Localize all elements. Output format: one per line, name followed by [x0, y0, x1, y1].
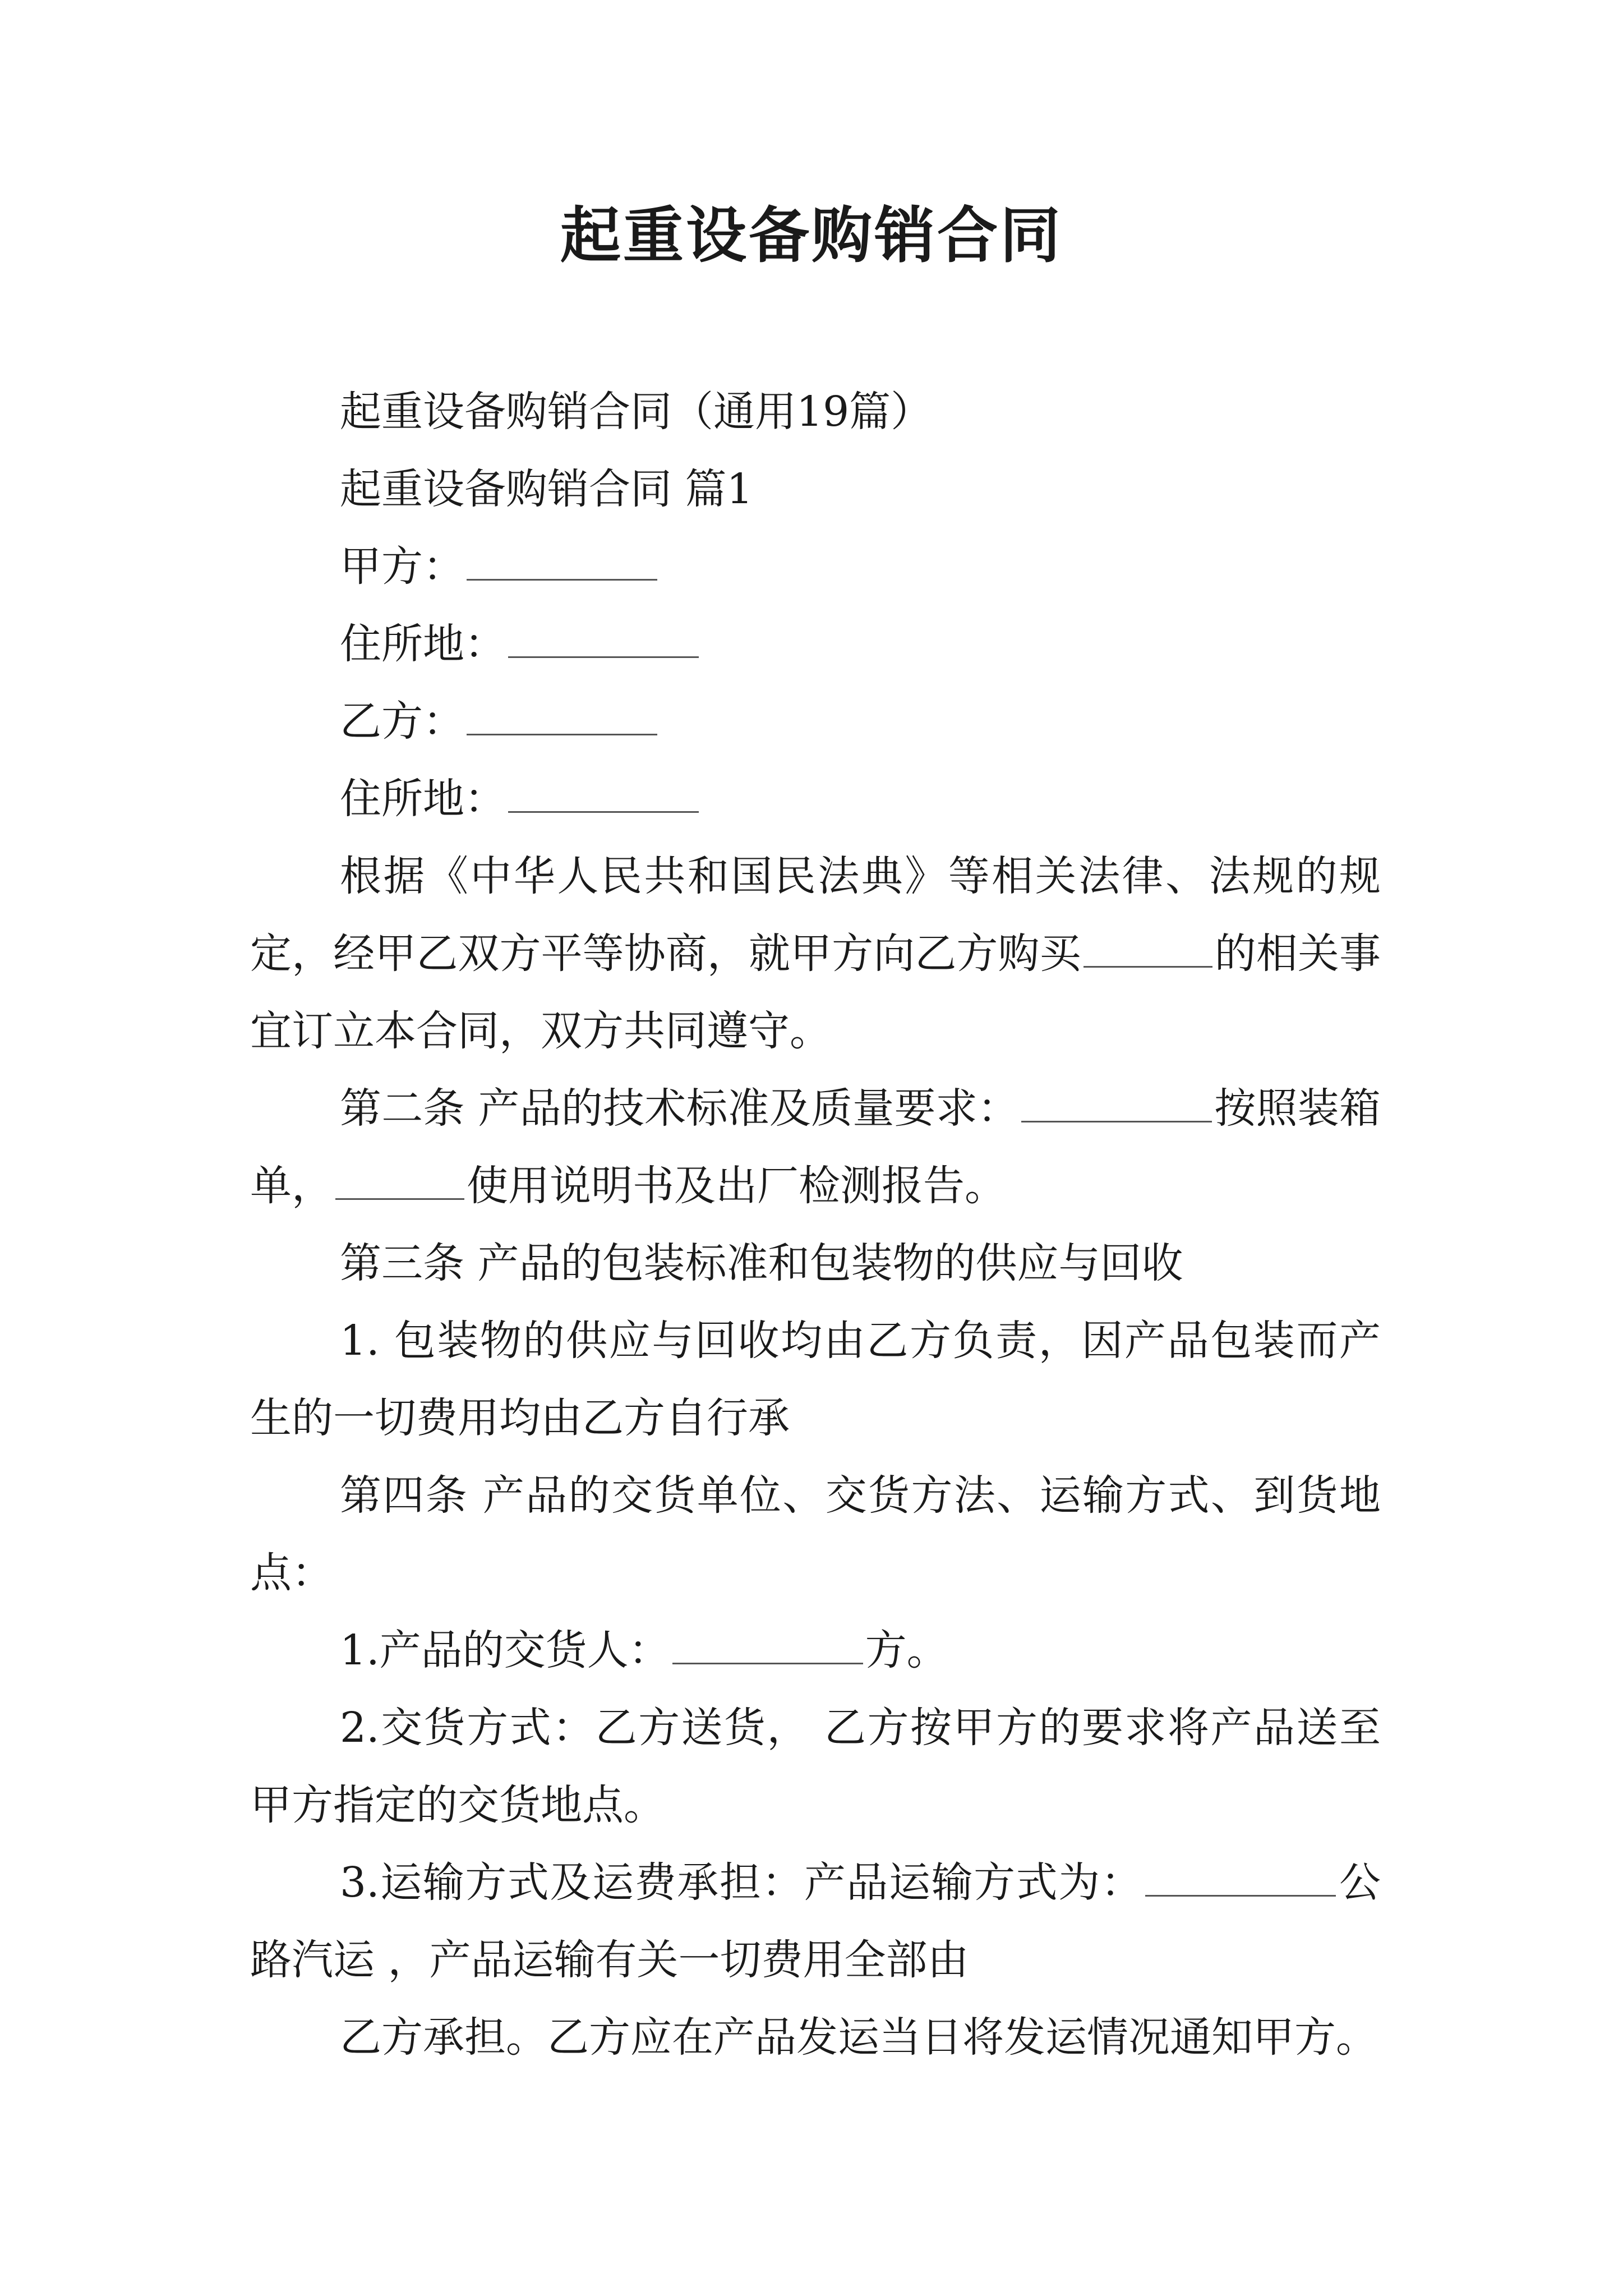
article-4-item-1-text-1: 1.产品的交货人：: [340, 1626, 670, 1674]
party-a-address-blank: [508, 619, 699, 658]
article-2-blank-1: [1021, 1083, 1212, 1122]
intro-text-2: 的相关事宜订立本合同，双方共同遵守。: [250, 930, 1381, 1055]
intro-paragraph: [250, 838, 1381, 1070]
article-4-item-3-text-2: 公路汽运 ，产品运输有关一切费用全部由: [250, 1858, 1381, 1984]
article-2-paragraph: [250, 1070, 1381, 1225]
section-heading: 起重设备购销合同 篇1: [340, 465, 753, 513]
article-2-blank-2: [335, 1161, 464, 1200]
article-4-item-3: [250, 1844, 1381, 1999]
article-2-text-3: 使用说明书及出厂检测报告。: [467, 1162, 1006, 1210]
party-a-blank: [467, 541, 657, 581]
party-a-address-label: 住所地：: [340, 620, 506, 668]
document-subtitle: 起重设备购销合同（通用19篇）: [340, 388, 933, 436]
article-2-text-2: 按照装箱单，: [250, 1084, 1381, 1210]
intro-product-blank: [1083, 928, 1212, 968]
article-4-item-3-blank: [1145, 1857, 1336, 1897]
article-3-item-1: 1. 包装物的供应与回收均由乙方负责，因产品包装而产生的一切费用均由乙方自行承: [250, 1317, 1381, 1442]
party-a-line: [250, 528, 1381, 605]
article-4-item-3-text-1: 3.运输方式及运费承担：产品运输方式为：: [340, 1858, 1144, 1907]
article-4-item-2: 2.交货方式：乙方送货， 乙方按甲方的要求将产品送至甲方指定的交货地点。: [250, 1704, 1381, 1829]
article-4-item-3-continuation: 乙方承担。乙方应在产品发运当日将发运情况通知甲方。: [340, 2013, 1377, 2062]
party-b-address-label: 住所地：: [340, 775, 506, 823]
party-b-address-line: [250, 760, 1381, 838]
party-b-label: 乙方：: [340, 697, 464, 746]
article-3-heading: 第三条 产品的包装标准和包装物的供应与回收: [340, 1239, 1183, 1287]
party-b-line: [250, 683, 1381, 760]
article-4-item-1-blank: [672, 1625, 863, 1664]
document-body: [250, 373, 1381, 2076]
party-b-address-blank: [508, 774, 699, 813]
article-2-text-1: 第二条 产品的技术标准及质量要求：: [340, 1084, 1020, 1133]
party-a-label: 甲方：: [340, 542, 464, 591]
article-4-heading: 第四条 产品的交货单位、交货方法、运输方式、到货地点：: [250, 1471, 1381, 1597]
intro-text-1: 根据《中华人民共和国民法典》等相关法律、法规的规定，经甲乙双方平等协商，就甲方向乙方购买: [250, 852, 1381, 978]
party-b-blank: [467, 696, 657, 735]
party-a-address-line: [250, 605, 1381, 683]
document-title: 起重设备购销合同: [560, 200, 1063, 271]
article-4-item-1-text-2: 方。: [865, 1626, 948, 1674]
article-4-item-1: [250, 1612, 1381, 1689]
